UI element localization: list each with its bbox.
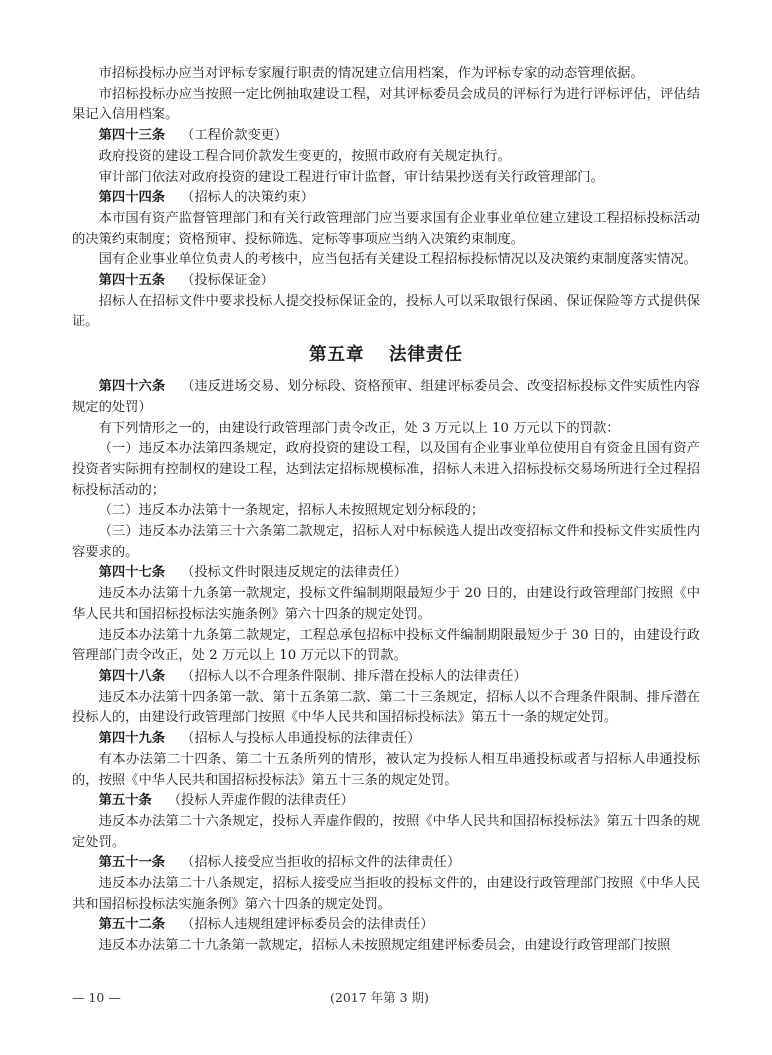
article-number: 第四十六条 [98,379,166,395]
body-paragraph: （三）违反本办法第三十六条第二款规定，招标人对中标候选人提出改变招标文件和投标文件实质性内容要求的。 [72,524,700,560]
article-heading [72,729,700,750]
article-number: 第四十八条 [98,668,166,684]
body-paragraph: 违反本办法第二十八条规定，招标人接受应当拒收的投标文件的，由建设行政管理部门按照《中华人民共和国招标投标法实施条例》第六十四条的规定处罚。 [72,876,700,912]
body-paragraph: 市招标投标办应当按照一定比例抽取建设工程，对其评标委员会成员的评标行为进行评标评估，评估结果记入信用档案。 [72,86,700,123]
section-after-chapter [72,377,700,957]
article-title: （招标人以不合理条件限制、排斥潜在投标人的法律责任） [181,668,527,684]
body-paragraph: 违反本办法第十九条第二款规定，工程总承包招标中投标文件编制期限最短少于 30 日的，由建设行政管理部门责令改正，处 2 万元以上 10 万元以下的罚款。 [72,627,700,664]
article-title: （招标人接受应当拒收的招标文件的法律责任） [181,855,461,871]
article-title: （招标人的决策约束） [181,190,314,206]
body-paragraph: 市招标投标办应当对评标专家履行职责的情况建立信用档案，作为评标专家的动态管理依据。 [98,66,644,81]
article-title: （招标人违规组建评标委员会的法律责任） [181,917,434,933]
article-heading [72,377,700,418]
article-heading [72,563,700,584]
body-paragraph: 招标人在招标文件中要求投标人提交投标保证金的，投标人可以采取银行保函、保证保险等方式提供保证。 [72,293,700,330]
article-heading [72,915,700,936]
article-number: 第四十五条 [98,273,166,289]
body-paragraph: 违反本办法第十四条第一款、第十五条第二款、第二十三条规定，招标人以不合理条件限制、排斥潜在投标人的，由建设行政管理部门按照《中华人民共和国招标投标法》第五十一条的规定处罚。 [72,689,700,726]
page-number: — 10 — [72,990,121,1005]
article-heading [72,791,700,812]
article-heading [72,271,700,292]
chapter-heading [72,341,700,369]
article-heading [72,126,700,147]
section-before-chapter [72,64,700,333]
article-number: 第五十二条 [98,917,166,933]
article-title: （违反进场交易、划分标段、资格预审、组建评标委员会、改变招标投标文件实质性内容规定的处罚） [72,379,701,415]
body-paragraph: （一）违反本办法第四条规定，政府投资的建设工程，以及国有企业事业单位使用自有资金且国有资产投资者实际拥有控制权的建设工程，达到法定招标规模标准，招标人未进入招标投标交易场所进行全过程招标投标活动的； [72,441,700,498]
page-footer [72,988,700,1008]
article-title: （投标保证金） [181,273,275,289]
article-title: （工程价款变更） [181,128,288,144]
body-paragraph: 有下列情形之一的，由建设行政管理部门责令改正，处 3 万元以上 10 万元以下的罚款： [98,420,620,436]
issue-label: (2017 年第 3 期) [330,990,429,1005]
document-body [72,64,700,957]
body-paragraph: 本市国有资产监督管理部门和有关行政管理部门应当要求国有企业事业单位建立建设工程招标投标活动的决策约束制度；资格预审、投标筛选、定标等事项应当纳入决策约束制度。 [72,210,700,247]
article-title: （投标人弄虚作假的法律责任） [167,793,354,809]
chapter-number: 第五章 [309,345,365,366]
body-paragraph: 违反本办法第十九条第一款规定，投标文件编制期限最短少于 20 日的，由建设行政管理部门按照《中华人民共和国招标投标法实施条例》第六十四条的规定处罚。 [72,586,700,622]
article-title: （招标人与投标人串通投标的法律责任） [181,731,421,747]
article-number: 第四十三条 [98,128,166,144]
body-paragraph: 违反本办法第二十六条规定，投标人弄虚作假的，按照《中华人民共和国招标投标法》第五十四条的规定处罚。 [72,813,700,850]
article-number: 第四十九条 [98,731,166,747]
article-number: 第四十七条 [98,565,166,581]
article-number: 第五十一条 [98,855,166,871]
body-paragraph: 审计部门依法对政府投资的建设工程进行审计监督，审计结果抄送有关行政管理部门。 [98,169,604,185]
chapter-title: 法律责任 [389,345,463,366]
article-heading [72,853,700,874]
article-title: （投标文件时限违反规定的法律责任） [181,565,408,581]
body-paragraph: 有本办法第二十四条、第二十五条所列的情形，被认定为投标人相互串通投标或者与招标人串通投标的，按照《中华人民共和国招标投标法》第五十三条的规定处罚。 [72,751,700,788]
body-paragraph: 政府投资的建设工程合同价款发生变更的，按照市政府有关规定执行。 [98,148,511,164]
article-heading [72,667,700,688]
body-paragraph: 违反本办法第二十九条第一款规定，招标人未按照规定组建评标委员会，由建设行政管理部门按照 [98,938,671,954]
body-paragraph: 国有企业事业单位负责人的考核中，应当包括有关建设工程招标投标情况以及决策约束制度落实情况。 [98,252,697,268]
article-number: 第四十四条 [98,190,166,206]
article-heading [72,188,700,209]
article-number: 第五十条 [98,793,152,809]
body-paragraph: （二）违反本办法第十一条规定，招标人未按照规定划分标段的； [98,503,485,519]
